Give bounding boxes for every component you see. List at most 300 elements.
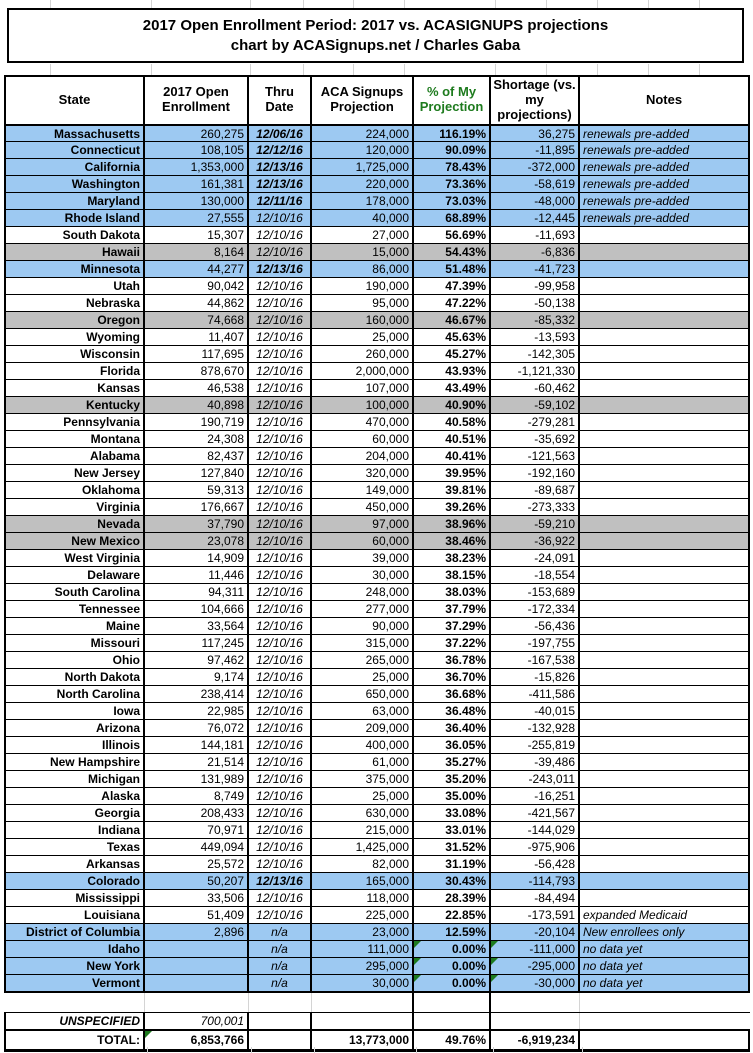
spacer-cell xyxy=(490,993,579,1013)
pct-cell: 33.01% xyxy=(413,822,490,839)
state-name-cell: Pennsylvania xyxy=(5,414,144,431)
state-name-cell: North Carolina xyxy=(5,686,144,703)
thru-date-cell: 12/10/16 xyxy=(248,805,311,822)
notes-cell xyxy=(579,244,749,261)
thru-date-cell: n/a xyxy=(248,941,311,958)
error-flag-icon xyxy=(414,958,421,965)
enrollment-cell xyxy=(144,941,248,958)
thru-date-cell: 12/10/16 xyxy=(248,550,311,567)
error-flag-icon xyxy=(414,941,421,948)
thru-date-cell: 12/10/16 xyxy=(248,567,311,584)
enrollment-cell: 117,695 xyxy=(144,346,248,363)
state-name-cell: Texas xyxy=(5,839,144,856)
shortage-cell: -89,687 xyxy=(490,482,579,499)
pct-cell: 22.85% xyxy=(413,907,490,924)
state-name-cell: New Jersey xyxy=(5,465,144,482)
shortage-cell: -50,138 xyxy=(490,295,579,312)
notes-cell: renewals pre-added xyxy=(579,142,749,159)
projection-cell: 375,000 xyxy=(311,771,413,788)
notes-cell xyxy=(579,329,749,346)
gridline xyxy=(151,0,152,8)
projection-cell: 100,000 xyxy=(311,397,413,414)
thru-date-cell: 12/10/16 xyxy=(248,788,311,805)
projection-cell: 277,000 xyxy=(311,601,413,618)
pct-cell: 36.48% xyxy=(413,703,490,720)
pct-cell: 78.43% xyxy=(413,159,490,176)
enrollment-cell: 260,275 xyxy=(144,125,248,142)
thru-date-cell: 12/10/16 xyxy=(248,227,311,244)
thru-date-cell: 12/10/16 xyxy=(248,329,311,346)
enrollment-cell: 131,989 xyxy=(144,771,248,788)
gridline xyxy=(353,0,354,8)
projection-cell: 90,000 xyxy=(311,618,413,635)
state-row xyxy=(5,754,749,771)
notes-cell xyxy=(579,584,749,601)
projection-cell: 60,000 xyxy=(311,533,413,550)
thru-date-cell: 12/06/16 xyxy=(248,125,311,142)
enrollment-cell: 82,437 xyxy=(144,448,248,465)
thru-date-cell: n/a xyxy=(248,958,311,975)
gridline xyxy=(416,1047,417,1053)
state-row xyxy=(5,941,749,958)
pct-cell: 38.15% xyxy=(413,567,490,584)
gridline xyxy=(250,0,251,8)
shortage-cell: -114,793 xyxy=(490,873,579,890)
projection-cell: 149,000 xyxy=(311,482,413,499)
gridline xyxy=(151,64,152,75)
pct-cell: 0.00% xyxy=(413,958,490,975)
state-name-cell: Delaware xyxy=(5,567,144,584)
state-name-cell: Connecticut xyxy=(5,142,144,159)
thru-date-cell: 12/10/16 xyxy=(248,890,311,907)
shortage-cell: -36,922 xyxy=(490,533,579,550)
notes-cell: no data yet xyxy=(579,975,749,992)
state-name-cell: Minnesota xyxy=(5,261,144,278)
state-row xyxy=(5,414,749,431)
state-name-cell: Rhode Island xyxy=(5,210,144,227)
thru-date-cell: 12/10/16 xyxy=(248,448,311,465)
state-row xyxy=(5,499,749,516)
projection-cell: 450,000 xyxy=(311,499,413,516)
state-row xyxy=(5,873,749,890)
pct-cell: 31.52% xyxy=(413,839,490,856)
state-row xyxy=(5,618,749,635)
column-header-thru-date: Thru Date xyxy=(248,76,311,125)
state-name-cell: California xyxy=(5,159,144,176)
pct-cell: 40.41% xyxy=(413,448,490,465)
unspecified-date-cell xyxy=(248,1013,311,1030)
thru-date-cell: 12/10/16 xyxy=(248,516,311,533)
shortage-cell: -40,015 xyxy=(490,703,579,720)
enrollment-cell: 44,277 xyxy=(144,261,248,278)
pct-cell: 51.48% xyxy=(413,261,490,278)
gridline xyxy=(597,64,598,75)
state-row xyxy=(5,720,749,737)
notes-cell xyxy=(579,465,749,482)
shortage-cell: -192,160 xyxy=(490,465,579,482)
state-name-cell: Michigan xyxy=(5,771,144,788)
enrollment-cell: 144,181 xyxy=(144,737,248,754)
state-row xyxy=(5,533,749,550)
pct-cell: 36.40% xyxy=(413,720,490,737)
projection-cell: 260,000 xyxy=(311,346,413,363)
column-header-projection: ACA Signups Projection xyxy=(311,76,413,125)
pct-cell: 47.22% xyxy=(413,295,490,312)
state-row xyxy=(5,261,749,278)
thru-date-cell: 12/12/16 xyxy=(248,142,311,159)
shortage-cell: -56,428 xyxy=(490,856,579,873)
state-row xyxy=(5,975,749,992)
state-name-cell: Ohio xyxy=(5,652,144,669)
shortage-cell: -39,486 xyxy=(490,754,579,771)
pct-cell: 40.58% xyxy=(413,414,490,431)
thru-date-cell: 12/10/16 xyxy=(248,907,311,924)
enrollment-cell: 33,506 xyxy=(144,890,248,907)
notes-cell xyxy=(579,822,749,839)
thru-date-cell: 12/10/16 xyxy=(248,312,311,329)
shortage-cell: -132,928 xyxy=(490,720,579,737)
state-name-cell: South Dakota xyxy=(5,227,144,244)
projection-cell: 61,000 xyxy=(311,754,413,771)
gridline xyxy=(495,64,496,75)
gridline xyxy=(303,0,304,8)
projection-cell: 107,000 xyxy=(311,380,413,397)
enrollment-cell: 104,666 xyxy=(144,601,248,618)
enrollment-cell: 23,078 xyxy=(144,533,248,550)
gridline xyxy=(597,0,598,8)
state-row xyxy=(5,958,749,975)
pct-cell: 54.43% xyxy=(413,244,490,261)
enrollment-cell: 108,105 xyxy=(144,142,248,159)
projection-cell: 27,000 xyxy=(311,227,413,244)
pct-cell: 30.43% xyxy=(413,873,490,890)
projection-cell: 25,000 xyxy=(311,669,413,686)
notes-cell: New enrollees only xyxy=(579,924,749,941)
enrollment-cell: 449,094 xyxy=(144,839,248,856)
shortage-cell: -35,692 xyxy=(490,431,579,448)
pct-cell: 31.19% xyxy=(413,856,490,873)
state-row xyxy=(5,771,749,788)
unspecified-pct-cell xyxy=(413,1013,490,1030)
pct-cell: 68.89% xyxy=(413,210,490,227)
shortage-cell: -197,755 xyxy=(490,635,579,652)
projection-cell: 165,000 xyxy=(311,873,413,890)
header-row xyxy=(5,76,749,125)
gridline xyxy=(50,64,51,75)
error-flag-icon xyxy=(491,958,498,965)
state-row xyxy=(5,567,749,584)
thru-date-cell: 12/10/16 xyxy=(248,584,311,601)
shortage-cell: -59,102 xyxy=(490,397,579,414)
pct-cell: 38.03% xyxy=(413,584,490,601)
enrollment-cell: 97,462 xyxy=(144,652,248,669)
shortage-cell: -16,251 xyxy=(490,788,579,805)
gridline xyxy=(582,1047,583,1053)
state-name-cell: South Carolina xyxy=(5,584,144,601)
state-row xyxy=(5,176,749,193)
thru-date-cell: 12/11/16 xyxy=(248,193,311,210)
shortage-cell: -18,554 xyxy=(490,567,579,584)
pct-cell: 37.22% xyxy=(413,635,490,652)
enrollment-cell: 21,514 xyxy=(144,754,248,771)
notes-cell xyxy=(579,363,749,380)
enrollment-cell: 51,409 xyxy=(144,907,248,924)
notes-cell xyxy=(579,261,749,278)
pct-cell: 33.08% xyxy=(413,805,490,822)
gridline xyxy=(251,1047,252,1053)
spacer-cell xyxy=(5,993,144,1013)
thru-date-cell: 12/10/16 xyxy=(248,601,311,618)
error-flag-icon xyxy=(491,941,498,948)
notes-cell xyxy=(579,278,749,295)
projection-cell: 160,000 xyxy=(311,312,413,329)
projection-cell: 30,000 xyxy=(311,975,413,992)
gridline xyxy=(50,0,51,8)
enrollment-cell: 76,072 xyxy=(144,720,248,737)
state-name-cell: Louisiana xyxy=(5,907,144,924)
thru-date-cell: 12/10/16 xyxy=(248,244,311,261)
spacer-cell xyxy=(413,993,490,1013)
column-header-state: State xyxy=(5,76,144,125)
pct-cell: 37.29% xyxy=(413,618,490,635)
unspecified-notes-cell xyxy=(579,1013,749,1030)
notes-cell xyxy=(579,448,749,465)
state-name-cell: Massachusetts xyxy=(5,125,144,142)
gridline xyxy=(353,64,354,75)
pct-cell: 39.26% xyxy=(413,499,490,516)
notes-cell xyxy=(579,873,749,890)
enrollment-table xyxy=(4,75,750,993)
projection-cell: 650,000 xyxy=(311,686,413,703)
pct-cell: 36.05% xyxy=(413,737,490,754)
notes-cell xyxy=(579,295,749,312)
pct-cell: 73.36% xyxy=(413,176,490,193)
state-name-cell: New Hampshire xyxy=(5,754,144,771)
spacer-cell xyxy=(579,993,749,1013)
projection-cell: 97,000 xyxy=(311,516,413,533)
shortage-cell: -99,958 xyxy=(490,278,579,295)
projection-cell: 60,000 xyxy=(311,431,413,448)
state-row xyxy=(5,227,749,244)
total-projection-cell: 13,773,000 xyxy=(311,1030,413,1051)
shortage-cell: -11,895 xyxy=(490,142,579,159)
thru-date-cell: 12/10/16 xyxy=(248,856,311,873)
enrollment-cell: 37,790 xyxy=(144,516,248,533)
projection-cell: 204,000 xyxy=(311,448,413,465)
notes-cell xyxy=(579,533,749,550)
state-name-cell: Washington xyxy=(5,176,144,193)
notes-cell xyxy=(579,499,749,516)
state-name-cell: Nevada xyxy=(5,516,144,533)
state-row xyxy=(5,142,749,159)
state-row xyxy=(5,788,749,805)
shortage-cell: 36,275 xyxy=(490,125,579,142)
gridline xyxy=(495,0,496,8)
notes-cell xyxy=(579,516,749,533)
enrollment-cell: 14,909 xyxy=(144,550,248,567)
shortage-cell: -255,819 xyxy=(490,737,579,754)
state-row xyxy=(5,652,749,669)
column-header-pct: % of My Projection xyxy=(413,76,490,125)
notes-cell xyxy=(579,397,749,414)
notes-cell xyxy=(579,312,749,329)
state-row xyxy=(5,363,749,380)
notes-cell xyxy=(579,601,749,618)
state-name-cell: Oklahoma xyxy=(5,482,144,499)
shortage-cell: -295,000 xyxy=(490,958,579,975)
projection-cell: 248,000 xyxy=(311,584,413,601)
thru-date-cell: 12/13/16 xyxy=(248,159,311,176)
state-row xyxy=(5,737,749,754)
enrollment-cell: 878,670 xyxy=(144,363,248,380)
spacer-cell xyxy=(311,993,413,1013)
shortage-cell: -372,000 xyxy=(490,159,579,176)
state-row xyxy=(5,550,749,567)
projection-cell: 470,000 xyxy=(311,414,413,431)
total-enrollment-value: 6,853,766 xyxy=(190,1033,244,1048)
shortage-cell: -11,693 xyxy=(490,227,579,244)
projection-cell: 2,000,000 xyxy=(311,363,413,380)
pct-cell: 116.19% xyxy=(413,125,490,142)
thru-date-cell: 12/13/16 xyxy=(248,176,311,193)
pct-cell: 43.93% xyxy=(413,363,490,380)
state-row xyxy=(5,312,749,329)
pct-cell: 35.20% xyxy=(413,771,490,788)
notes-cell xyxy=(579,652,749,669)
pct-cell: 38.23% xyxy=(413,550,490,567)
shortage-cell: -153,689 xyxy=(490,584,579,601)
thru-date-cell: 12/10/16 xyxy=(248,533,311,550)
notes-cell xyxy=(579,686,749,703)
spacer-row xyxy=(5,993,749,1013)
shortage-cell: -173,591 xyxy=(490,907,579,924)
pct-cell: 40.51% xyxy=(413,431,490,448)
projection-cell: 30,000 xyxy=(311,567,413,584)
notes-cell: renewals pre-added xyxy=(579,176,749,193)
thru-date-cell: 12/10/16 xyxy=(248,482,311,499)
state-name-cell: Vermont xyxy=(5,975,144,992)
projection-cell: 86,000 xyxy=(311,261,413,278)
thru-date-cell: 12/10/16 xyxy=(248,822,311,839)
chart-title-line2: chart by ACASignups.net / Charles Gaba xyxy=(230,36,521,54)
state-name-cell: Alabama xyxy=(5,448,144,465)
pct-cell: 39.81% xyxy=(413,482,490,499)
column-header-enrollment: 2017 Open Enrollment xyxy=(144,76,248,125)
shortage-cell: -411,586 xyxy=(490,686,579,703)
state-name-cell: New Mexico xyxy=(5,533,144,550)
projection-cell: 315,000 xyxy=(311,635,413,652)
shortage-cell: -20,104 xyxy=(490,924,579,941)
thru-date-cell: 12/10/16 xyxy=(248,618,311,635)
state-row xyxy=(5,278,749,295)
unspecified-row xyxy=(5,1013,749,1030)
shortage-cell: -58,619 xyxy=(490,176,579,193)
state-row xyxy=(5,244,749,261)
notes-cell: no data yet xyxy=(579,941,749,958)
pct-cell: 47.39% xyxy=(413,278,490,295)
notes-cell xyxy=(579,618,749,635)
gridline xyxy=(648,64,649,75)
notes-cell xyxy=(579,839,749,856)
enrollment-cell: 8,164 xyxy=(144,244,248,261)
notes-cell xyxy=(579,856,749,873)
thru-date-cell: 12/10/16 xyxy=(248,346,311,363)
thru-date-cell: 12/10/16 xyxy=(248,431,311,448)
enrollment-cell: 130,000 xyxy=(144,193,248,210)
state-name-cell: Georgia xyxy=(5,805,144,822)
gridline xyxy=(404,64,405,75)
enrollment-cell: 90,042 xyxy=(144,278,248,295)
gridline xyxy=(493,1047,494,1053)
thru-date-cell: 12/10/16 xyxy=(248,499,311,516)
gridline xyxy=(303,64,304,75)
projection-cell: 224,000 xyxy=(311,125,413,142)
notes-cell xyxy=(579,550,749,567)
gridline xyxy=(546,64,547,75)
projection-cell: 209,000 xyxy=(311,720,413,737)
state-row xyxy=(5,703,749,720)
total-label-cell: TOTAL: xyxy=(5,1030,144,1051)
shortage-cell: -144,029 xyxy=(490,822,579,839)
projection-cell: 111,000 xyxy=(311,941,413,958)
shortage-cell: -6,836 xyxy=(490,244,579,261)
pct-cell: 0.00% xyxy=(413,975,490,992)
notes-cell: renewals pre-added xyxy=(579,210,749,227)
shortage-cell: -1,121,330 xyxy=(490,363,579,380)
shortage-cell: -13,593 xyxy=(490,329,579,346)
notes-cell xyxy=(579,635,749,652)
enrollment-cell: 22,985 xyxy=(144,703,248,720)
enrollment-cell: 70,971 xyxy=(144,822,248,839)
thru-date-cell: 12/10/16 xyxy=(248,754,311,771)
gridline xyxy=(147,1047,148,1053)
notes-cell xyxy=(579,771,749,788)
state-name-cell: Mississippi xyxy=(5,890,144,907)
thru-date-cell: 12/10/16 xyxy=(248,210,311,227)
projection-cell: 95,000 xyxy=(311,295,413,312)
projection-cell: 400,000 xyxy=(311,737,413,754)
state-name-cell: Colorado xyxy=(5,873,144,890)
state-row xyxy=(5,159,749,176)
shortage-cell: -111,000 xyxy=(490,941,579,958)
pct-cell: 45.27% xyxy=(413,346,490,363)
projection-cell: 40,000 xyxy=(311,210,413,227)
state-name-cell: North Dakota xyxy=(5,669,144,686)
thru-date-cell: 12/10/16 xyxy=(248,465,311,482)
state-name-cell: Maine xyxy=(5,618,144,635)
shortage-cell: -273,333 xyxy=(490,499,579,516)
state-row xyxy=(5,448,749,465)
total-notes-cell xyxy=(579,1030,749,1051)
notes-cell xyxy=(579,380,749,397)
state-row xyxy=(5,822,749,839)
state-row xyxy=(5,397,749,414)
state-row xyxy=(5,584,749,601)
state-row xyxy=(5,839,749,856)
spacer-cell xyxy=(248,993,311,1013)
shortage-cell: -48,000 xyxy=(490,193,579,210)
notes-cell xyxy=(579,720,749,737)
enrollment-cell: 33,564 xyxy=(144,618,248,635)
projection-cell: 215,000 xyxy=(311,822,413,839)
projection-cell: 225,000 xyxy=(311,907,413,924)
enrollment-cell: 11,407 xyxy=(144,329,248,346)
state-row xyxy=(5,669,749,686)
notes-cell xyxy=(579,567,749,584)
state-name-cell: Missouri xyxy=(5,635,144,652)
projection-cell: 25,000 xyxy=(311,788,413,805)
notes-cell xyxy=(579,669,749,686)
